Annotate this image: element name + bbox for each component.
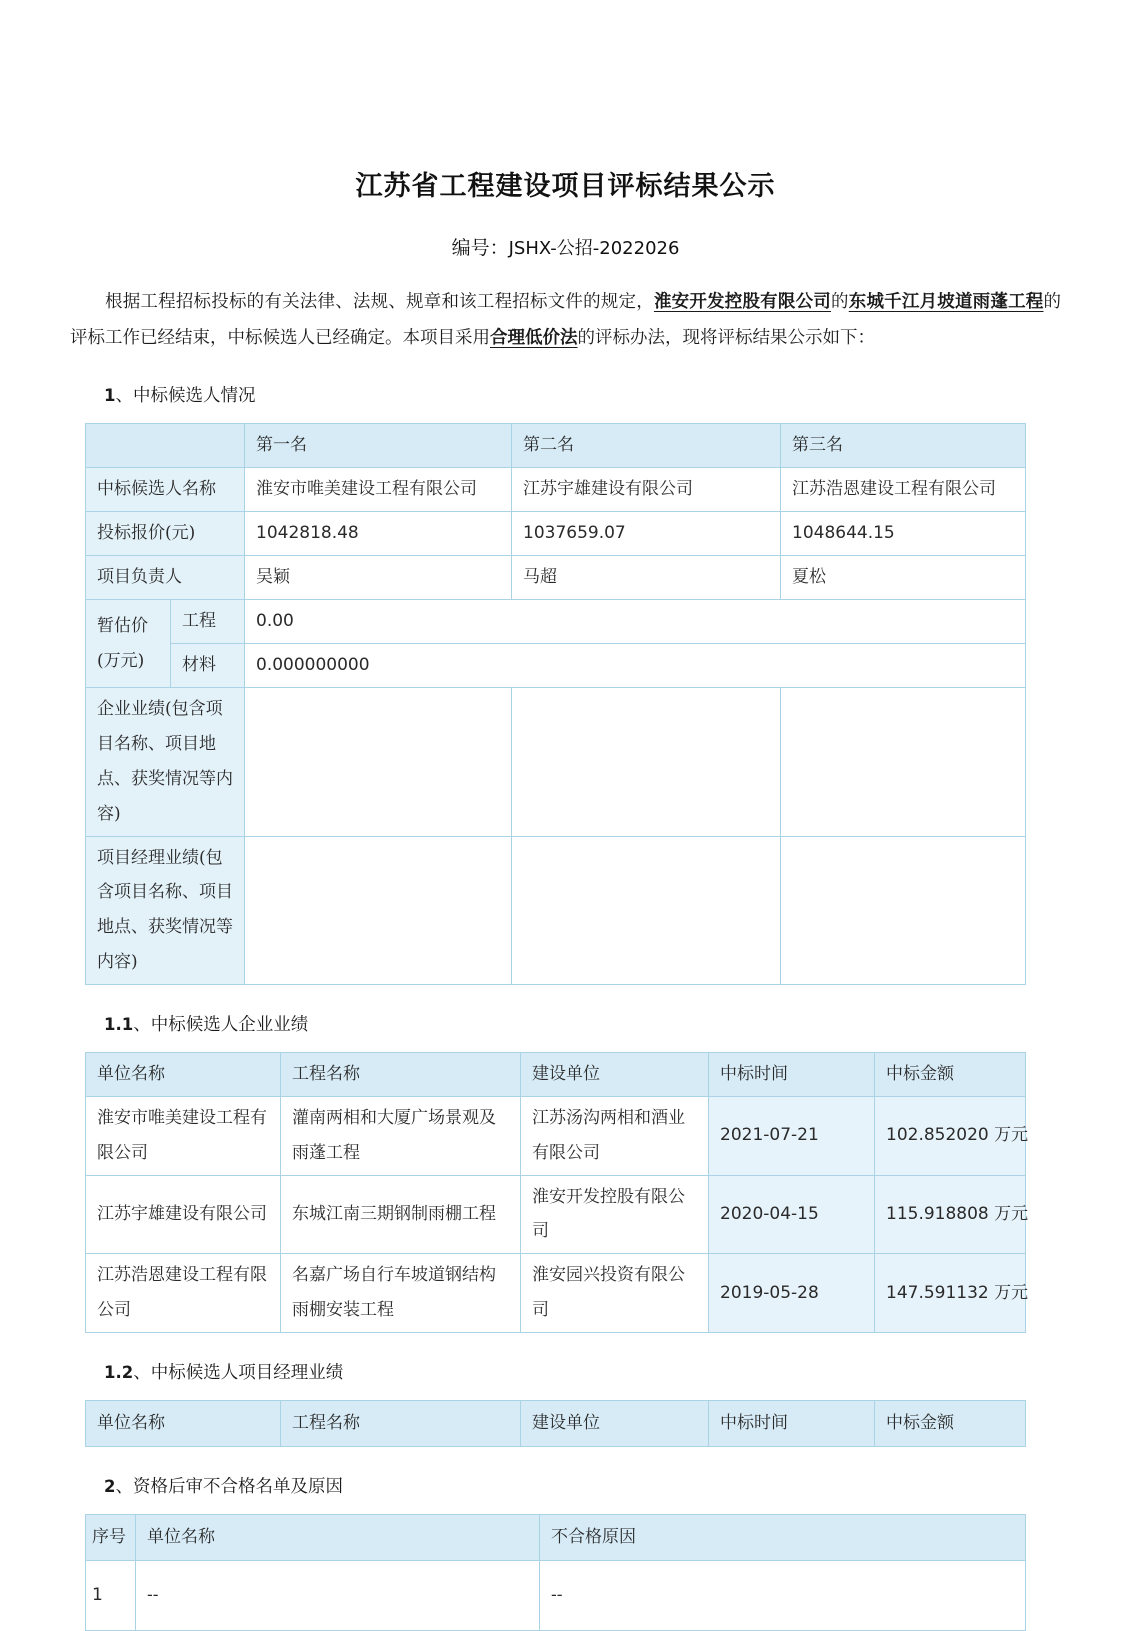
section-1-heading bbox=[104, 382, 1131, 407]
evaluation-method: 合理低价法 bbox=[490, 328, 578, 349]
cell-company: 江苏浩恩建设工程有限公司 bbox=[86, 1254, 281, 1333]
table-header-row bbox=[86, 1400, 1026, 1446]
candidate-name-label: 中标候选人名称 bbox=[86, 468, 245, 512]
section-1-1-heading bbox=[104, 1011, 1131, 1036]
candidate-2-manager-performance bbox=[512, 836, 781, 984]
rank-3-header: 第三名 bbox=[781, 424, 1026, 468]
intro-text-1: 根据工程招标投标的有关法律、法规、规章和该工程招标文件的规定， bbox=[105, 292, 654, 313]
candidate-1-name: 淮安市唯美建设工程有限公司 bbox=[245, 468, 512, 512]
candidate-1-manager: 吴颖 bbox=[245, 556, 512, 600]
cell-date: 2020-04-15 bbox=[709, 1175, 875, 1254]
section-separator: 、 bbox=[133, 1362, 151, 1383]
estimate-material-label: 材料 bbox=[171, 644, 245, 688]
table-header-row bbox=[86, 1514, 1026, 1560]
estimate-label-line2: (万元) bbox=[97, 650, 145, 671]
cell-amount bbox=[875, 1254, 1029, 1333]
candidate-2-company-performance bbox=[512, 688, 781, 836]
corner-cell bbox=[86, 424, 245, 468]
code-value: JSHX-公招-2022026 bbox=[508, 238, 680, 260]
estimate-label-line1: 暂估价 bbox=[97, 615, 148, 636]
cell-owner: 淮安开发控股有限公司 bbox=[521, 1175, 709, 1254]
disqualified-table bbox=[85, 1514, 1026, 1631]
cell-date: 2021-07-21 bbox=[709, 1096, 875, 1175]
candidate-3-manager-performance bbox=[781, 836, 1026, 984]
rank-2-header: 第二名 bbox=[512, 424, 781, 468]
section-1-2-heading bbox=[104, 1359, 1131, 1384]
section-title: 中标候选人企业业绩 bbox=[150, 1014, 309, 1035]
candidate-1-manager-performance bbox=[245, 836, 512, 984]
cell-company: 淮安市唯美建设工程有限公司 bbox=[86, 1096, 281, 1175]
col-header-date: 中标时间 bbox=[709, 1052, 875, 1096]
section-number: 2 bbox=[104, 1476, 116, 1496]
candidate-1-price: 1042818.48 bbox=[245, 512, 512, 556]
cell-owner: 江苏汤沟两相和酒业有限公司 bbox=[521, 1096, 709, 1175]
company-performance-label: 企业业绩(包含项目名称、项目地点、获奖情况等内容) bbox=[86, 688, 245, 836]
table-row bbox=[86, 1096, 1026, 1175]
cell-seq: 1 bbox=[86, 1560, 136, 1630]
candidate-name-row bbox=[86, 468, 1026, 512]
project-manager-row bbox=[86, 556, 1026, 600]
col-header-owner: 建设单位 bbox=[521, 1400, 709, 1446]
rank-1-header: 第一名 bbox=[245, 424, 512, 468]
section-number: 1 bbox=[104, 386, 116, 406]
intro-text-4: 的评标办法，现将评标结果公示如下： bbox=[577, 328, 875, 349]
col-header-owner: 建设单位 bbox=[521, 1052, 709, 1096]
table-row bbox=[86, 1254, 1026, 1333]
intro-text-2: 的 bbox=[831, 292, 849, 313]
manager-performance-label: 项目经理业绩(包含项目名称、项目地点、获奖情况等内容) bbox=[86, 836, 245, 984]
estimate-label-cell bbox=[86, 600, 171, 688]
section-separator: 、 bbox=[115, 1476, 133, 1497]
intro-paragraph bbox=[70, 284, 1061, 356]
candidates-table bbox=[85, 423, 1026, 985]
candidate-2-manager: 马超 bbox=[512, 556, 781, 600]
tenderee-name: 淮安开发控股有限公司 bbox=[653, 292, 832, 313]
candidate-3-name: 江苏浩恩建设工程有限公司 bbox=[781, 468, 1026, 512]
project-manager-label: 项目负责人 bbox=[86, 556, 245, 600]
cell-reason: -- bbox=[540, 1560, 1026, 1630]
manager-performance-table bbox=[85, 1400, 1026, 1447]
candidate-3-company-performance bbox=[781, 688, 1026, 836]
section-title: 资格后审不合格名单及原因 bbox=[132, 1476, 343, 1497]
candidate-2-name: 江苏宇雄建设有限公司 bbox=[512, 468, 781, 512]
intro-text-3: 的评标工作已经结束，中标候选人已经确定。本项目采用 bbox=[70, 292, 1062, 349]
section-separator: 、 bbox=[115, 386, 133, 407]
col-header-project: 工程名称 bbox=[281, 1400, 521, 1446]
amount-value: 102.852020 bbox=[886, 1125, 989, 1146]
col-header-reason: 不合格原因 bbox=[540, 1514, 1026, 1560]
cell-company: 江苏宇雄建设有限公司 bbox=[86, 1175, 281, 1254]
amount-unit: 万元 bbox=[994, 1282, 1029, 1303]
estimate-engineering-label: 工程 bbox=[171, 600, 245, 644]
estimate-engineering-row bbox=[86, 600, 1026, 644]
col-header-company: 单位名称 bbox=[136, 1514, 540, 1560]
code-label: 编号： bbox=[451, 237, 509, 260]
estimate-material-value: 0.000000000 bbox=[245, 644, 1026, 688]
amount-unit: 万元 bbox=[994, 1204, 1029, 1225]
bid-price-label: 投标报价(元) bbox=[86, 512, 245, 556]
estimate-material-row bbox=[86, 644, 1026, 688]
cell-project: 名嘉广场自行车坡道钢结构雨棚安装工程 bbox=[281, 1254, 521, 1333]
cell-company: -- bbox=[136, 1560, 540, 1630]
candidate-2-price: 1037659.07 bbox=[512, 512, 781, 556]
document-code-line bbox=[0, 233, 1131, 260]
table-row bbox=[86, 1175, 1026, 1254]
col-header-amount: 中标金额 bbox=[875, 1400, 1026, 1446]
table-header-row bbox=[86, 1052, 1026, 1096]
page-title: 江苏省工程建设项目评标结果公示 bbox=[355, 171, 776, 203]
table-row bbox=[86, 1560, 1026, 1630]
manager-performance-row bbox=[86, 836, 1026, 984]
estimate-engineering-value: 0.00 bbox=[245, 600, 1026, 644]
col-header-date: 中标时间 bbox=[709, 1400, 875, 1446]
candidates-header-row bbox=[86, 424, 1026, 468]
amount-unit: 万元 bbox=[994, 1125, 1029, 1146]
candidate-3-price: 1048644.15 bbox=[781, 512, 1026, 556]
section-number: 1.1 bbox=[104, 1014, 134, 1034]
section-2-heading bbox=[104, 1473, 1131, 1498]
cell-date: 2019-05-28 bbox=[709, 1254, 875, 1333]
candidate-3-manager: 夏松 bbox=[781, 556, 1026, 600]
section-number: 1.2 bbox=[104, 1362, 134, 1382]
section-title: 中标候选人情况 bbox=[132, 386, 256, 407]
cell-owner: 淮安园兴投资有限公司 bbox=[521, 1254, 709, 1333]
section-separator: 、 bbox=[133, 1014, 151, 1035]
col-header-amount: 中标金额 bbox=[875, 1052, 1026, 1096]
cell-amount bbox=[875, 1096, 1029, 1175]
col-header-seq: 序号 bbox=[86, 1514, 136, 1560]
amount-value: 115.918808 bbox=[886, 1204, 989, 1225]
bid-price-row bbox=[86, 512, 1026, 556]
candidate-1-company-performance bbox=[245, 688, 512, 836]
company-performance-row bbox=[86, 688, 1026, 836]
cell-amount bbox=[875, 1175, 1029, 1254]
cell-project: 东城江南三期钢制雨棚工程 bbox=[281, 1175, 521, 1254]
project-name: 东城千江月坡道雨蓬工程 bbox=[848, 292, 1044, 313]
col-header-project: 工程名称 bbox=[281, 1052, 521, 1096]
amount-value: 147.591132 bbox=[886, 1282, 989, 1303]
cell-project: 灌南两相和大厦广场景观及雨蓬工程 bbox=[281, 1096, 521, 1175]
col-header-company: 单位名称 bbox=[86, 1400, 281, 1446]
section-title: 中标候选人项目经理业绩 bbox=[150, 1362, 344, 1383]
col-header-company: 单位名称 bbox=[86, 1052, 281, 1096]
company-performance-table bbox=[85, 1052, 1029, 1333]
